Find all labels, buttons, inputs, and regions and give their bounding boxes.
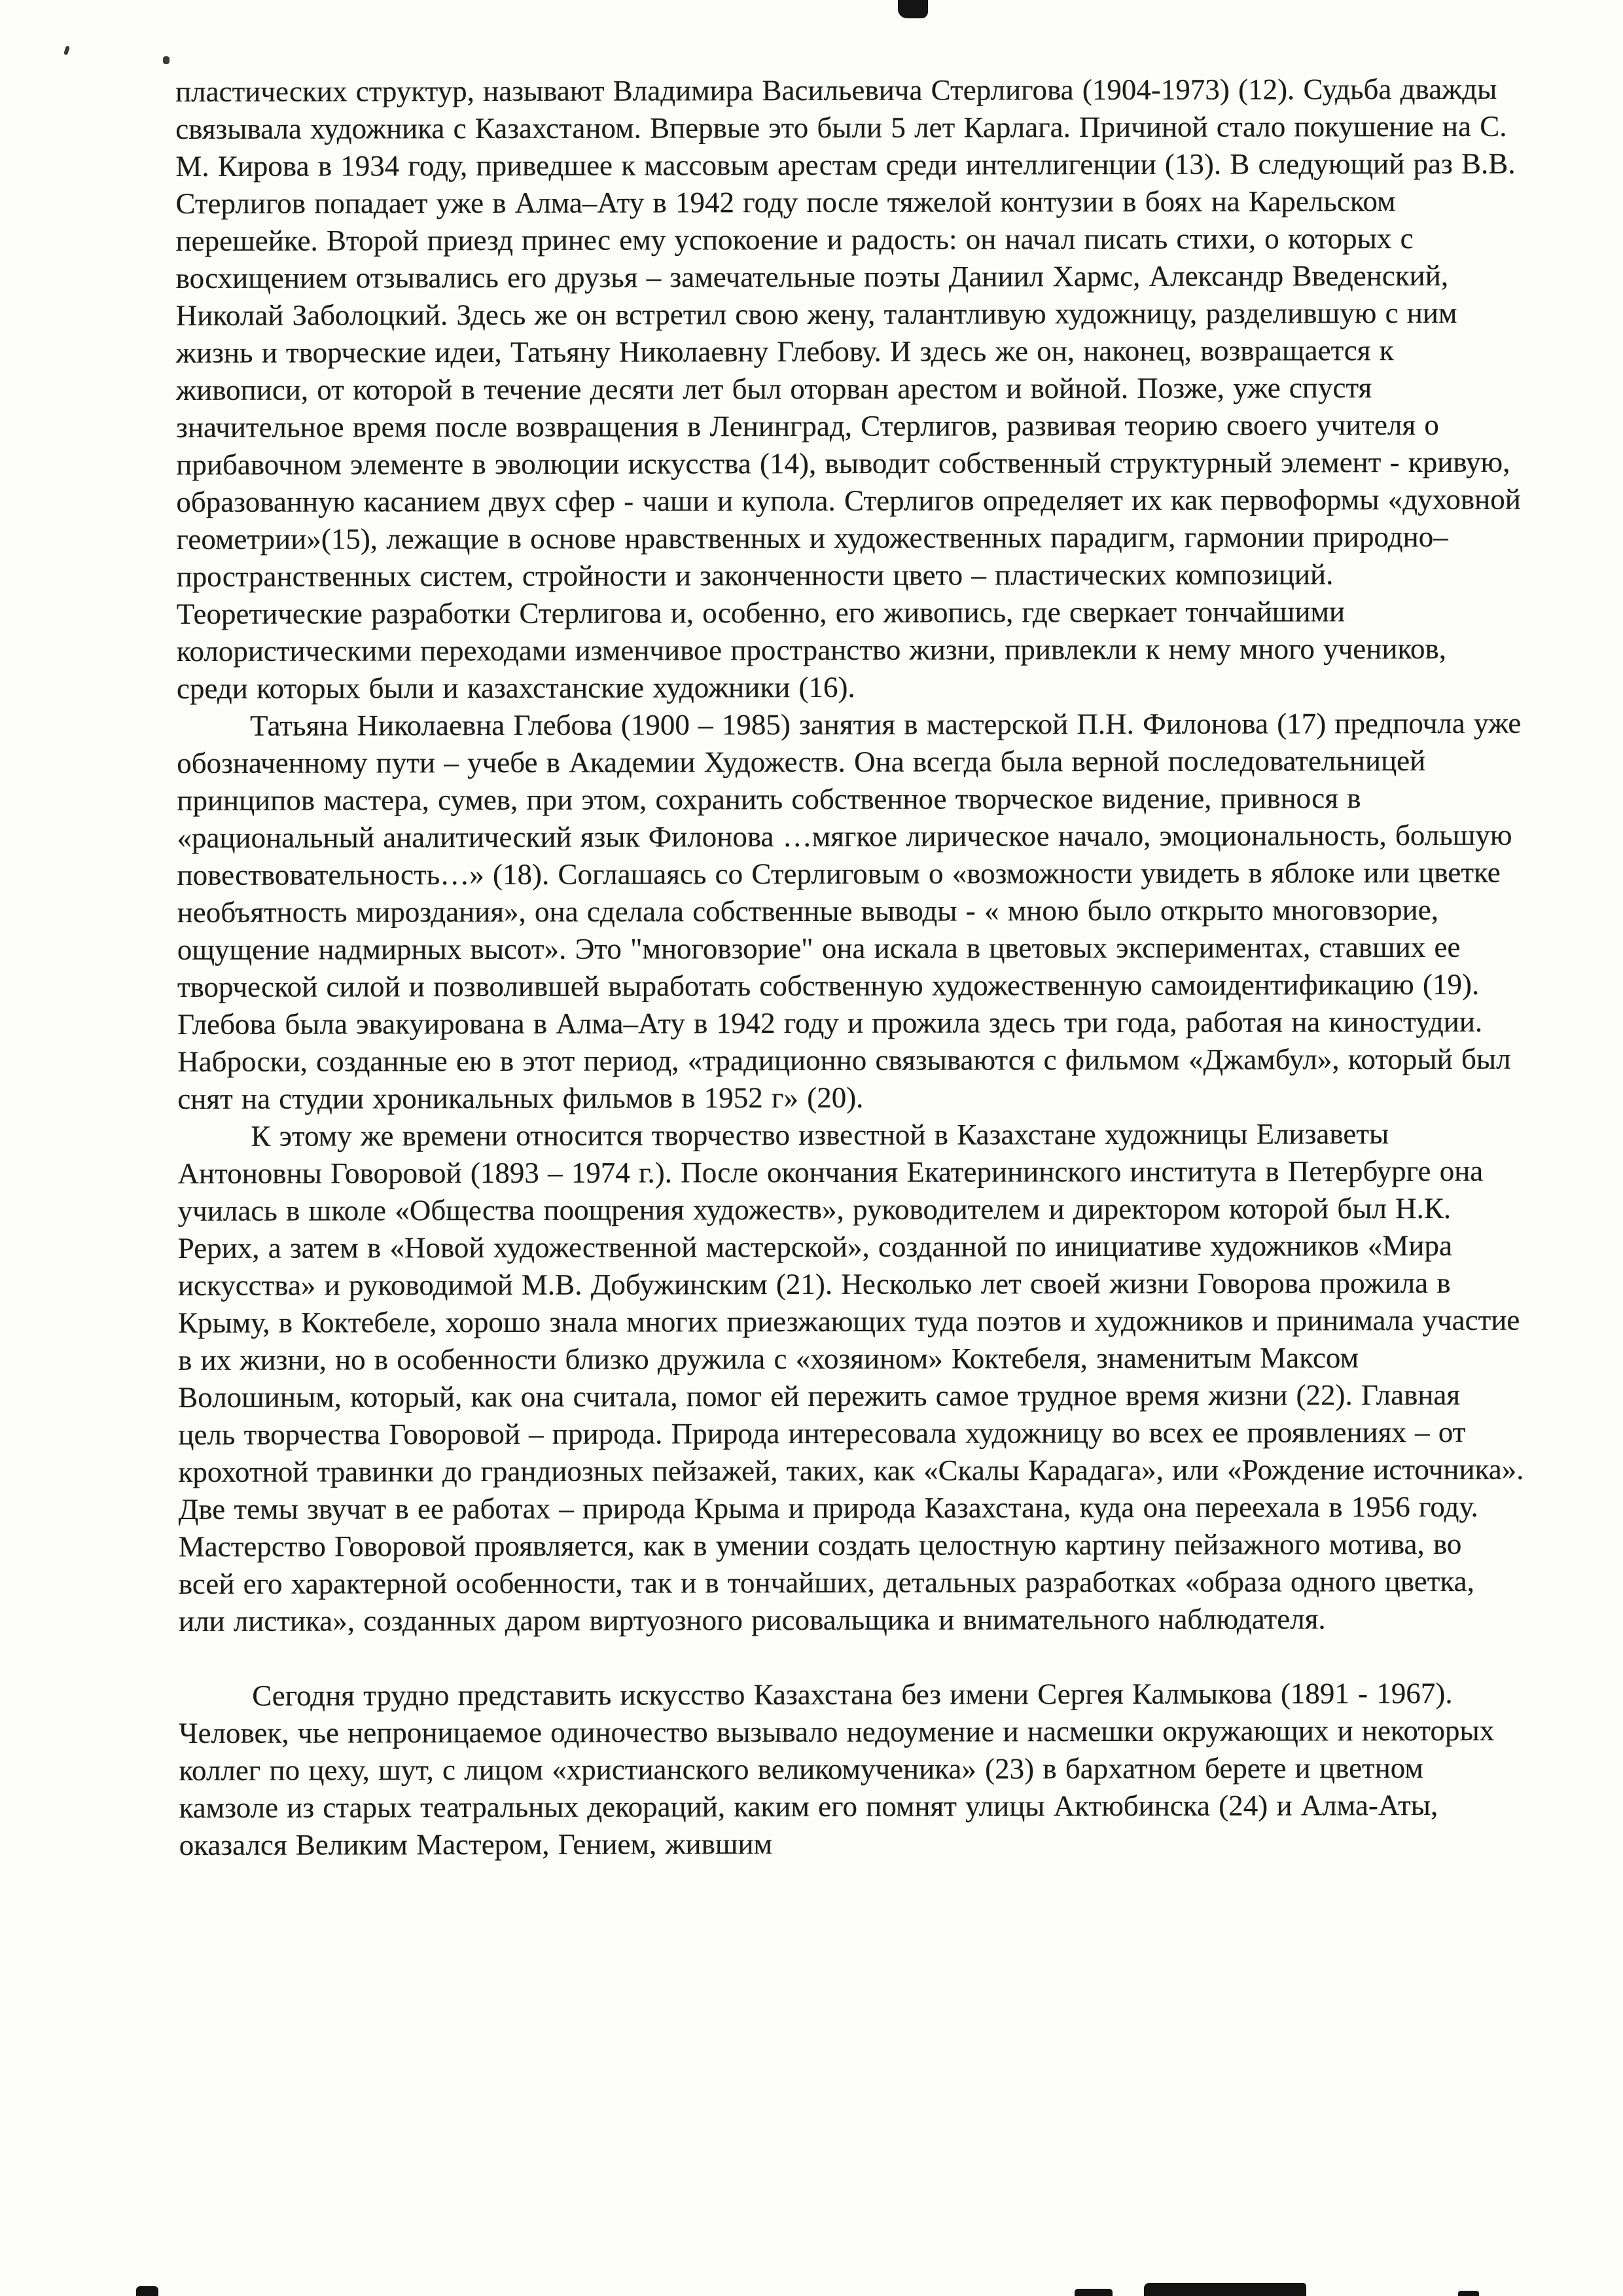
scan-speck-top-left (63, 45, 70, 55)
text-column (175, 71, 1525, 1864)
paragraph-govorova: К этому же времени относится творчество известной в Казахстане художницы Елизаветы Антоновны Говоровой (1893 – 1974 г.). После окончания Екатерининского института в Петербурге она училась в школе «Общества поощрения художеств», руководителем и директором которой был Н.К. Рерих, а затем в «Новой художественной мастерской», созданной по инициативе художников «Мира искусства» и руководимой М.В. Добужинским (21). Несколько лет своей жизни Говорова прожила в Крыму, в Коктебеле, хорошо знала многих приезжающих туда поэтов и художников и принимала участие в их жизни, но в особенности близко дружила с «хозяином» Коктебеля, знаменитым Максом Волошиным, который, как она считала, помог ей пережить самое трудное время жизни (22). Главная цель творчества Говоровой – природа. Природа интересовала художницу во всех ее проявлениях – от крохотной травинки до грандиозных пейзажей, таких, как «Скалы Карадага», или «Рождение источника». Две темы звучат в ее работах – природа Крыма и природа Казахстана, куда она переехала в 1956 году. Мастерство Говоровой проявляется, как в умении создать целостную картину пейзажного мотива, во всей его характерной особенности, так и в тончайших, детальных разработках «образа одного цветка, или листика», созданных даром виртуозного рисовальщика и внимательного наблюдателя. (177, 1117, 1524, 1638)
scan-artifact-bottom-left (136, 2286, 158, 2296)
scan-artifact-bottom-bar (1144, 2283, 1306, 2296)
scan-artifact-bottom-bar-small (1075, 2289, 1113, 2296)
scan-speck-top-left-2 (163, 56, 169, 64)
scan-artifact-top (898, 0, 928, 18)
paragraph-glebova: Татьяна Николаевна Глебова (1900 – 1985) занятия в мастерской П.Н. Филонова (17) предпочла уже обозначенному пути – учебе в Академии Художеств. Она всегда была верной последовательницей принципов мастера, сумев, при этом, сохранить собственное творческое видение, привнося в «рациональный аналитический язык Филонова …мягкое лирическое начало, эмоциональность, большую повествовательность…» (18). Соглашаясь со Стерлиговым о «возможности увидеть в яблоке или цветке необъятность мироздания», она сделала собственные выводы - « мною было открыто многовзорие, ощущение надмирных высот». Это "многовзорие" она искала в цветовых экспериментах, ставших ее творческой силой и позволившей выработать собственную художественную самоидентификацию (19). Глебова была эвакуирована в Алма–Ату в 1942 году и прожила здесь три года, работая на киностудии. Наброски, созданные ею в этот период, «традиционно связываются с фильмом «Джамбул», который был снят на студии хроникальных фильмов в 1952 г» (20). (177, 706, 1522, 1115)
paragraph-kalmykov: Сегодня трудно представить искусство Казахстана без имени Сергея Калмыкова (1891 - 1967). Человек, чье непроницаемое одиночество вызывало недоумение и насмешки окружающих и некоторых коллег по цеху, шут, с лицом «христианского великомученика» (23) в бархатном берете и цветном камзоле из старых театральных декораций, каким его помнят улицы Актюбинска (24) и Алма-Аты, оказался Великим Мастером, Гением, жившим (179, 1676, 1495, 1861)
scan-artifact-bottom-right (1458, 2291, 1479, 2296)
paragraph-sterligov: пластических структур, называют Владимира Васильевича Стерлигова (1904-1973) (12). Судьба дважды связывала художника с Казахстаном. Впервые это были 5 лет Карлага. Причиной стало покушение на С. М. Кирова в 1934 году, приведшее к массовым арестам среди интеллигенции (13). В следующий раз В.В. Стерлигов попадает уже в Алма–Ату в 1942 году после тяжелой контузии в боях на Карельском перешейке. Второй приезд принес ему успокоение и радость: он начал писать стихи, о которых с восхищением отзывались его друзья – замечательные поэты Даниил Хармс, Александр Введенский, Николай Заболоцкий. Здесь же он встретил свою жену, талантливую художницу, разделившую с ним жизнь и творческие идеи, Татьяну Николаевну Глебову. И здесь же он, наконец, возвращается к живописи, от которой в течение десяти лет был оторван арестом и войной. Позже, уже спустя значительное время после возвращения в Ленинград, Стерлигов, развивая теорию своего учителя о прибавочном элементе в эволюции искусства (14), выводит собственный структурный элемент - кривую, образованную касанием двух сфер - чаши и купола. Стерлигов определяет их как первоформы «духовной геометрии»(15), лежащие в основе нравственных и художественных парадигм, гармонии природно–пространственных систем, стройности и законченности цвето – пластических композиций. Теоретические разработки Стерлигова и, особенно, его живопись, где сверкает тончайшими колористическими переходами изменчивое пространство жизни, привлекли к нему много учеников, среди которых были и казахстанские художники (16). (175, 72, 1521, 705)
